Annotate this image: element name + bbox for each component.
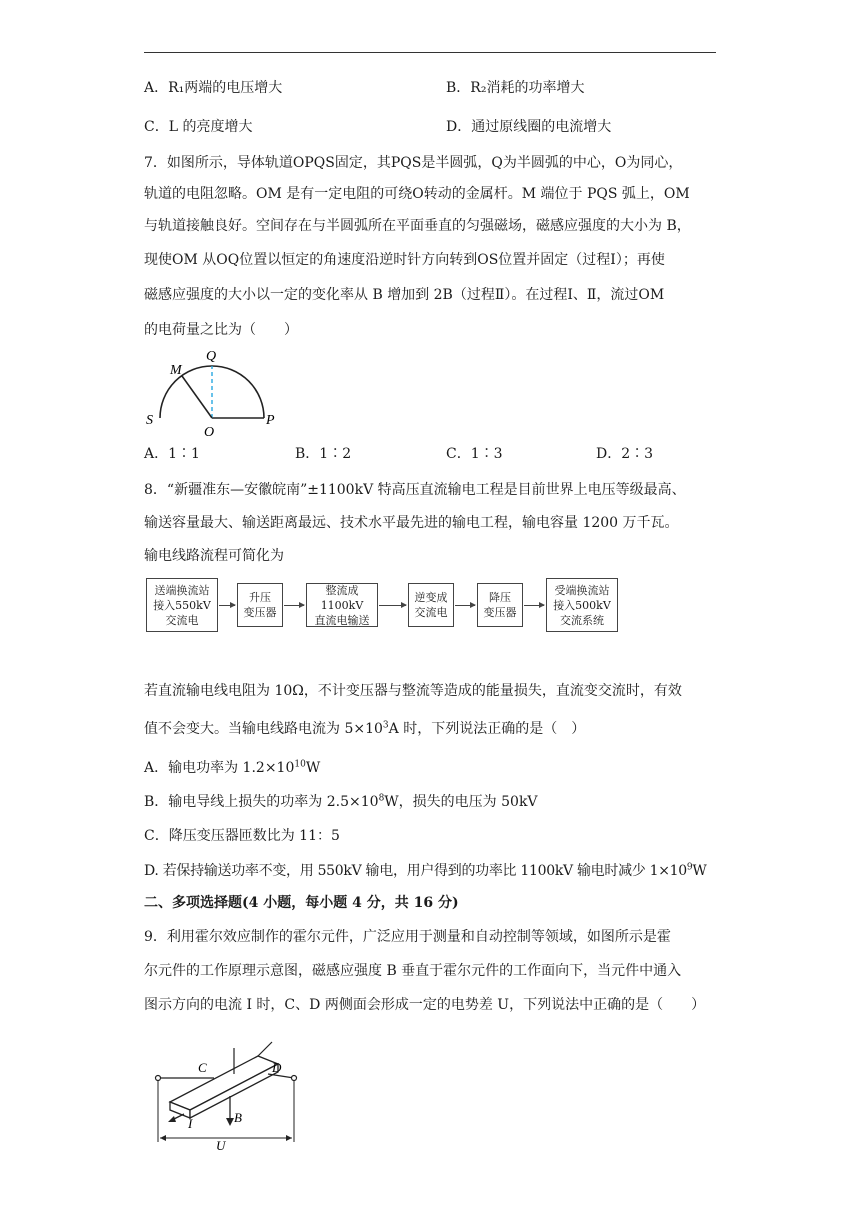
label-o: O: [204, 425, 215, 440]
label-b: B: [234, 1110, 242, 1125]
label-p: P: [266, 413, 275, 428]
q7-option-d: D．2∶3: [596, 446, 654, 462]
flow-box-step-up: 升压 变压器: [237, 583, 283, 627]
q8-option-d: D. 若保持输送功率不变，用 550kV 输电，用户得到的功率比 1100kV 输电时减少 $1\times 10^9W$: [144, 862, 707, 879]
flow-box-rectifier: 整流成1100kV 直流电输送: [306, 583, 378, 627]
terminal-left: [156, 1076, 161, 1081]
q8-line-2: 输送容量最大、输送距离最远、技术水平最先进的输电工程，输电容量 1200 万千瓦。: [144, 515, 679, 531]
q7-line-4: 现使OM 从OQ位置以恒定的角速度沿逆时针方向转到OS位置并固定（过程Ⅰ）；再使: [144, 252, 665, 268]
section-heading-multiple-choice: 二、多项选择题(4 小题，每小题 4 分，共 16 分): [144, 895, 459, 911]
q7-line-5: 磁感应强度的大小以一定的变化率从 B 增加到 2B（过程Ⅱ）。在过程Ⅰ、Ⅱ，流过OM: [144, 287, 665, 303]
q7-semicircle-figure: [140, 342, 290, 440]
q7-option-c: C．1∶3: [446, 446, 503, 462]
label-u: U: [216, 1138, 226, 1150]
label-m: M: [170, 363, 182, 378]
q7-line-3: 与轨道接触良好。空间存在与半圆弧所在平面垂直的匀强磁场，磁感应强度的大小为 B，: [144, 218, 691, 234]
q6-option-c: C．L 的亮度增大: [144, 119, 253, 135]
flow-arrow-2: [284, 605, 304, 606]
q8-line-1: 8．“新疆准东—安徽皖南”±1100kV 特高压直流输电工程是目前世界上电压等级最高、: [144, 482, 686, 498]
flow-box-step-down: 降压 变压器: [477, 583, 523, 627]
u-arrow-right: [286, 1135, 292, 1141]
q9-line-2: 尔元件的工作原理示意图，磁感应强度 B 垂直于霍尔元件的工作面向下，当元件中通入: [144, 963, 682, 979]
hall-slab-top: [170, 1056, 278, 1110]
q8-option-a: A．输电功率为 $1.2\times 10^{10}W$: [144, 759, 321, 776]
q9-line-3: 图示方向的电流 I 时，C、D 两侧面会形成一定的电势差 U，下列说法中正确的是（ ）: [144, 997, 706, 1013]
q9-hall-element-figure: [148, 1038, 308, 1150]
q6-option-d: D．通过原线圈的电流增大: [446, 119, 612, 135]
q7-line-6: 的电荷量之比为（ ）: [144, 322, 298, 338]
q7-option-a: A．1∶1: [144, 446, 200, 462]
current-arrowhead: [168, 1116, 176, 1122]
q7-line-1: 7．如图所示，导体轨道OPQS固定，其PQS是半圆弧，Q为半圆弧的中心，O为同心，: [144, 155, 683, 171]
q8-line-5: 值不会变大。当输电线路电流为 $5\times 10^3A$ 时，下列说法正确的是（ ）: [144, 720, 586, 737]
header-rule: [144, 52, 716, 53]
flow-arrow-4: [455, 605, 475, 606]
q8-line-4: 若直流输电线电阻为 10Ω，不计变压器与整流等造成的能量损失，直流变交流时，有效: [144, 683, 682, 699]
flow-box-sending-station: 送端换流站 接入550kV 交流电: [146, 578, 218, 632]
terminal-right: [292, 1076, 297, 1081]
flow-box-inverter: 逆变成 交流电: [408, 583, 454, 627]
label-c: C: [198, 1060, 207, 1075]
q9-line-1: 9．利用霍尔效应制作的霍尔元件，广泛应用于测量和自动控制等领域，如图所示是霍: [144, 929, 671, 945]
flow-arrow-3: [379, 605, 406, 606]
label-i: I: [188, 1116, 193, 1131]
q8-option-b: B．输电导线上损失的功率为 $2.5\times 10^8W$，损失的电压为 50kV: [144, 793, 538, 810]
q7-line-2: 轨道的电阻忽略。OM 是有一定电阻的可绕O转动的金属杆。M 端位于 PQS 弧上，OM: [144, 186, 690, 202]
q8-option-c: C．降压变压器匝数比为 11：5: [144, 828, 340, 844]
q7-option-b: B．1∶2: [295, 446, 352, 462]
rod-om: [182, 376, 212, 418]
q8-line-3: 输电线路流程可简化为: [144, 548, 284, 564]
label-s: S: [146, 413, 153, 428]
u-arrow-left: [160, 1135, 166, 1141]
label-q: Q: [206, 349, 217, 364]
plane-line-right: [258, 1042, 272, 1056]
q6-option-a: A．R₁两端的电压增大: [144, 80, 283, 96]
label-d: D: [272, 1060, 282, 1075]
flow-arrow-1: [219, 605, 235, 606]
flow-box-receiving-station: 受端换流站 接入500kV 交流系统: [546, 578, 618, 632]
flow-arrow-5: [524, 605, 544, 606]
b-field-arrowhead: [226, 1118, 234, 1126]
q6-option-b: B．R₂消耗的功率增大: [446, 80, 585, 96]
